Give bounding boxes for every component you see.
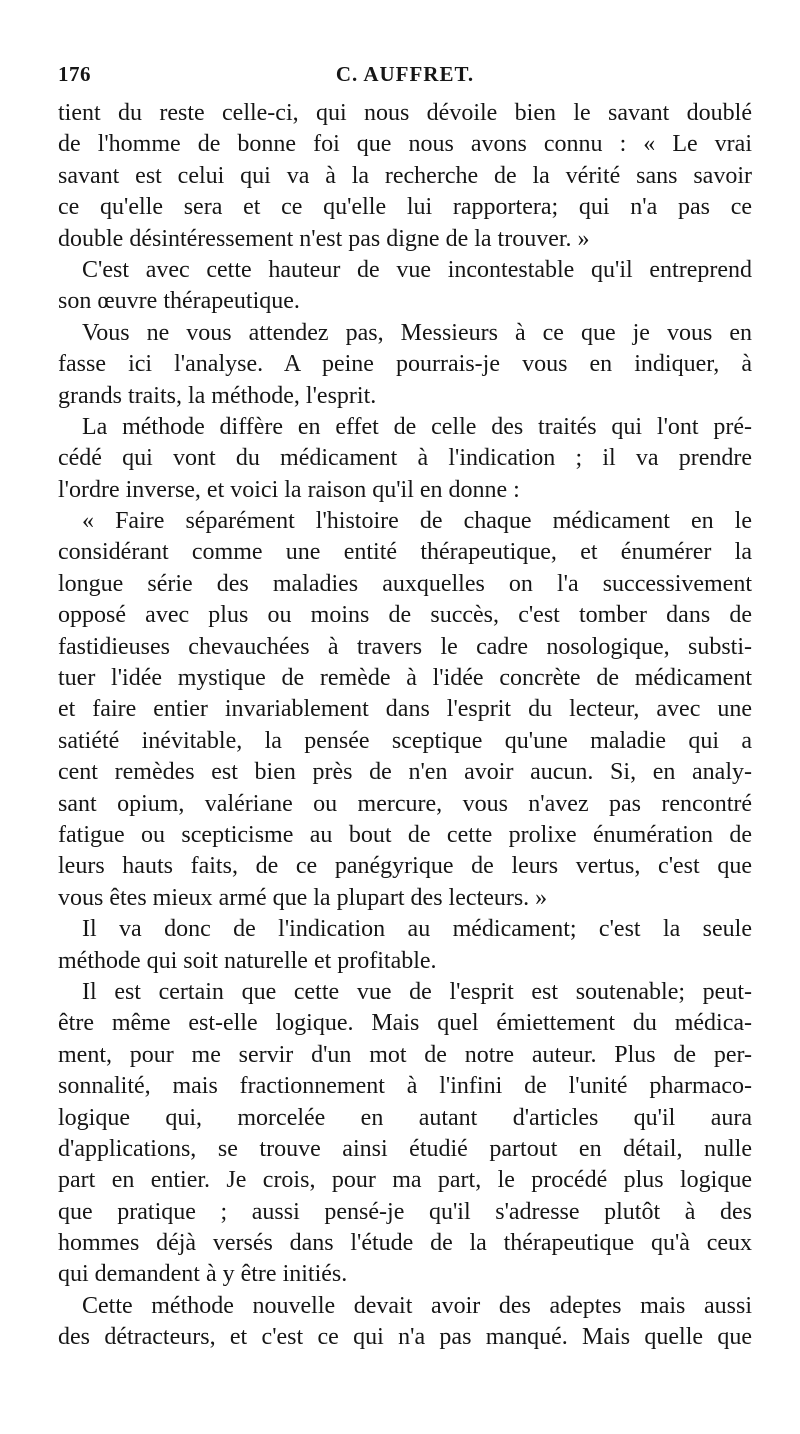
text-line: que pratique ; aussi pensé-je qu'il s'adresse plutôt à des: [58, 1198, 752, 1225]
text-line: double désintéressement n'est pas digne de la trouver. »: [58, 225, 590, 252]
text-line: considérant comme une entité thérapeutique, et énumérer la: [58, 539, 752, 566]
running-head: C. AUFFRET.: [335, 62, 475, 86]
text-line: fasse ici l'analyse. A peine pourrais-je vous en indiquer, à: [58, 351, 752, 378]
text-line: cédé qui vont du médicament à l'indication ; il va prendre: [58, 445, 752, 472]
text-line: Cette méthode nouvelle devait avoir des adeptes mais aussi: [82, 1292, 752, 1319]
text-line: de l'homme de bonne foi que nous avons connu : « Le vrai: [58, 131, 752, 158]
text-line: cent remèdes est bien près de n'en avoir aucun. Si, en analy-: [58, 759, 752, 786]
body-text: [58, 98, 752, 1354]
text-line: satiété inévitable, la pensée sceptique qu'une maladie qui a: [58, 727, 752, 754]
text-line: être même est-elle logique. Mais quel émiettement du médica-: [58, 1010, 752, 1037]
text-line: grands traits, la méthode, l'esprit.: [58, 382, 377, 409]
text-line: logique qui, morcelée en autant d'articles qu'il aura: [58, 1104, 752, 1131]
text-line: ment, pour me servir d'un mot de notre auteur. Plus de per-: [58, 1041, 752, 1068]
text-line: qui demandent à y être initiés.: [58, 1261, 348, 1288]
text-line: l'ordre inverse, et voici la raison qu'il en donne :: [58, 476, 520, 503]
text-line: opposé avec plus ou moins de succès, c'est tomber dans de: [58, 602, 752, 629]
text-line: hommes déjà versés dans l'étude de la thérapeutique qu'à ceux: [58, 1230, 752, 1257]
page-number: 176: [58, 62, 91, 86]
text-line: tient du reste celle-ci, qui nous dévoile bien le savant doublé: [58, 100, 752, 126]
text-line: fatigue ou scepticisme au bout de cette prolixe énumération de: [58, 821, 752, 848]
text-line: tuer l'idée mystique de remède à l'idée concrète de médicament: [58, 665, 752, 692]
text-line: d'applications, se trouve ainsi étudié partout en détail, nulle: [58, 1135, 752, 1162]
text-line: des détracteurs, et c'est ce qui n'a pas manqué. Mais quelle que: [58, 1324, 752, 1351]
text-line: son œuvre thérapeutique.: [58, 288, 300, 315]
text-line: La méthode diffère en effet de celle des traités qui l'ont pré-: [82, 413, 752, 440]
text-line: vous êtes mieux armé que la plupart des lecteurs. »: [58, 884, 548, 911]
text-line: « Faire séparément l'histoire de chaque médicament en le: [82, 508, 752, 535]
text-line: sant opium, valériane ou mercure, vous n'avez pas rencontré: [58, 790, 752, 817]
text-line: savant est celui qui va à la recherche de la vérité sans savoir: [58, 162, 752, 189]
text-line: Vous ne vous attendez pas, Messieurs à ce que je vous en: [82, 319, 752, 346]
page-header: [58, 62, 752, 96]
text-line: fastidieuses chevauchées à travers le cadre nosologique, substi-: [58, 633, 752, 660]
text-line: leurs hauts faits, de ce panégyrique de leurs vertus, c'est que: [58, 853, 752, 880]
text-line: sonnalité, mais fractionnement à l'infini de l'unité pharmaco-: [58, 1073, 752, 1100]
text-line: longue série des maladies auxquelles on l'a successivement: [58, 570, 752, 597]
text-line: Il va donc de l'indication au médicament; c'est la seule: [82, 916, 752, 943]
text-line: ce qu'elle sera et ce qu'elle lui rapportera; qui n'a pas ce: [58, 194, 752, 221]
text-line: méthode qui soit naturelle et profitable.: [58, 947, 437, 974]
text-line: Il est certain que cette vue de l'esprit est soutenable; peut-: [82, 978, 752, 1005]
text-line: et faire entier invariablement dans l'esprit du lecteur, avec une: [58, 696, 752, 723]
text-line: C'est avec cette hauteur de vue incontestable qu'il entreprend: [82, 256, 752, 283]
text-line: part en entier. Je crois, pour ma part, le procédé plus logique: [58, 1167, 752, 1194]
